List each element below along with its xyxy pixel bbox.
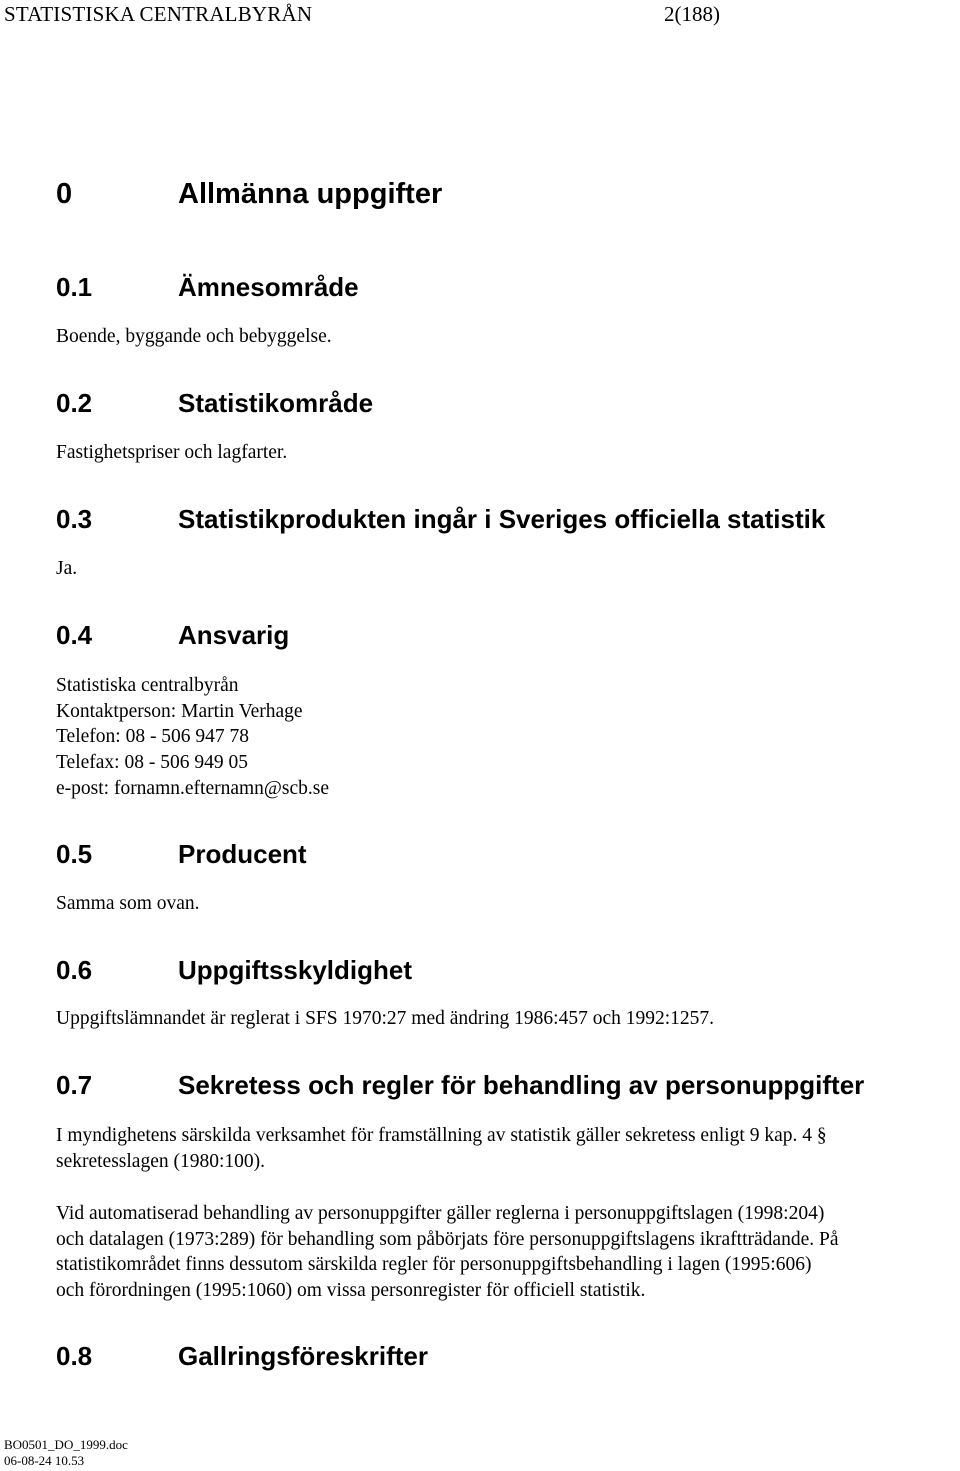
section-number: 0.5: [56, 839, 93, 869]
footer-timestamp: 06-08-24 10.53: [4, 1453, 85, 1468]
section-body: Fastighetspriser och lagfarter.: [56, 442, 288, 463]
section-title: Sekretess och regler för behandling av personuppgifter: [178, 1070, 865, 1100]
section-title: Uppgiftsskyldighet: [178, 955, 413, 985]
section-title: Ansvarig: [178, 620, 290, 650]
section-number: 0.4: [56, 620, 93, 650]
chapter-number: 0: [56, 178, 73, 210]
section-number: 0.1: [56, 272, 93, 302]
section-number: 0.7: [56, 1070, 93, 1100]
paragraph-line: och förordningen (1995:1060) om vissa personregister för officiell statistik.: [56, 1280, 646, 1302]
section-title: Producent: [178, 839, 307, 869]
footer-filename: BO0501_DO_1999.doc: [4, 1437, 128, 1452]
section-number: 0.8: [56, 1341, 93, 1371]
contact-agency: Statistiska centralbyrån: [56, 675, 239, 696]
paragraph-line: och datalagen (1973:289) för behandling som påbörjats före personuppgiftslagens ikraftträdande. På: [56, 1228, 839, 1250]
paragraph: [56, 1201, 936, 1304]
section-title: Statistikprodukten ingår i Sveriges officiella statistik: [178, 504, 826, 534]
page-number: 2(188): [664, 2, 720, 26]
section-title: Ämnesområde: [178, 272, 359, 302]
header-organization: STATISTISKA CENTRALBYRÅN: [4, 2, 313, 26]
section-body: Samma som ovan.: [56, 893, 200, 914]
contact-fax: Telefax: 08 - 506 949 05: [56, 752, 248, 774]
section-number: 0.3: [56, 504, 93, 534]
section-number: 0.6: [56, 955, 93, 985]
contact-email: e-post: fornamn.efternamn@scb.se: [56, 777, 329, 799]
section-title: Gallringsföreskrifter: [178, 1341, 428, 1371]
section-body: Boende, byggande och bebyggelse.: [56, 326, 332, 347]
contact-person: Kontaktperson: Martin Verhage: [56, 700, 303, 722]
section-body: Ja.: [56, 558, 78, 579]
section-body: Uppgiftslämnandet är reglerat i SFS 1970:27 med ändring 1986:457 och 1992:1257.: [56, 1008, 715, 1029]
section-number: 0.2: [56, 388, 93, 418]
paragraph-line: I myndighetens särskilda verksamhet för framställning av statistik gäller sekretess enligt 9 kap. 4 §: [56, 1125, 827, 1146]
contact-block: [56, 673, 936, 802]
chapter-title: Allmänna uppgifter: [178, 178, 443, 210]
footer: [4, 1437, 128, 1469]
section-title: Statistikområde: [178, 388, 374, 418]
paragraph: [56, 1123, 936, 1174]
contact-phone: Telefon: 08 - 506 947 78: [56, 726, 250, 748]
paragraph-line: statistikområdet finns dessutom särskilda regler för personuppgiftsbehandling i lagen (1995:606): [56, 1254, 812, 1276]
paragraph-line: Vid automatiserad behandling av personuppgifter gäller reglerna i personuppgiftslagen (1998:204): [56, 1203, 825, 1224]
paragraph-line: sekretesslagen (1980:100).: [56, 1150, 266, 1172]
